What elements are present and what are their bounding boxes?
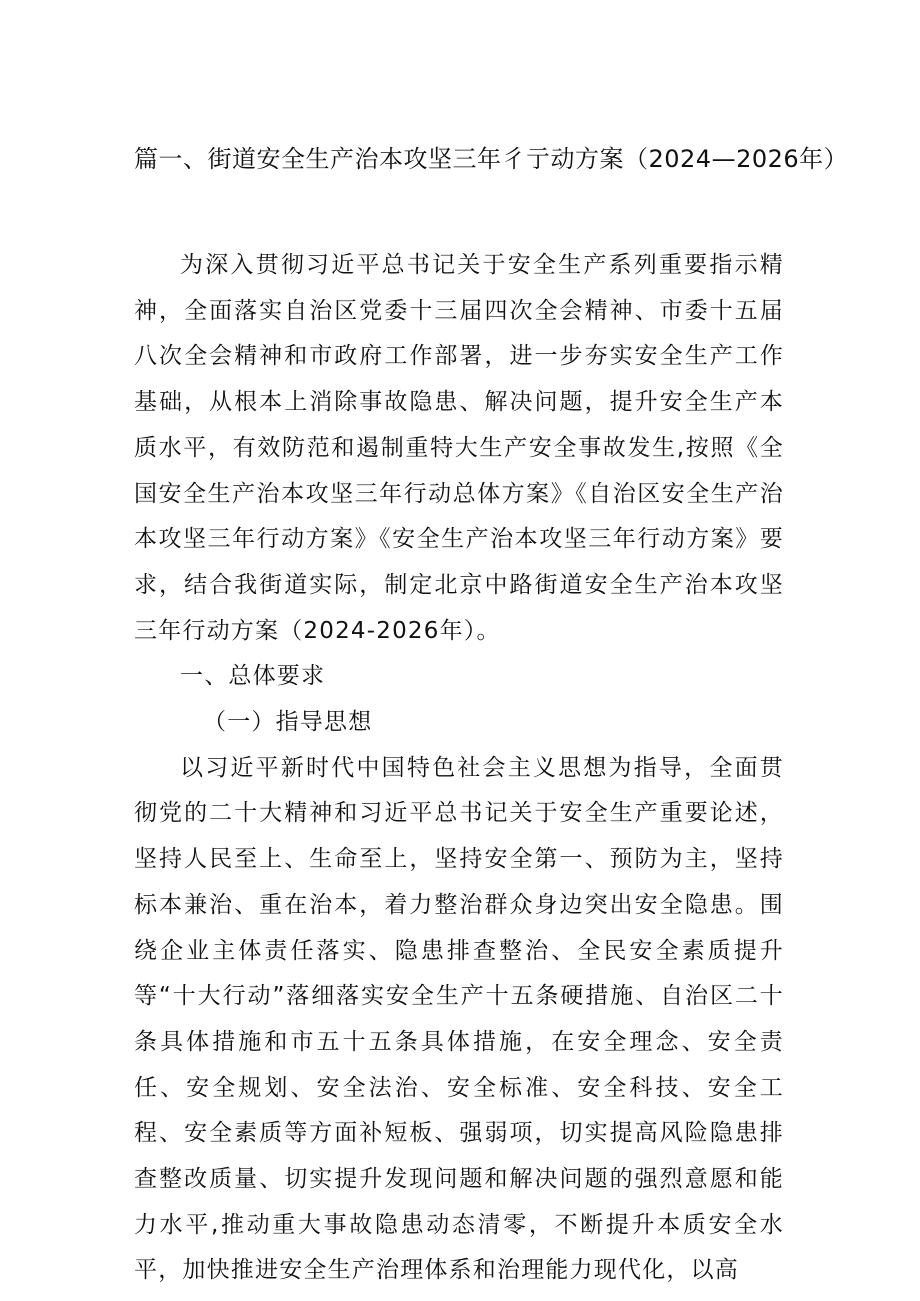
- section-heading-general-requirements: 一、总体要求: [180, 663, 326, 690]
- subsection-heading-guiding-ideology: （一）指导思想: [203, 709, 373, 736]
- guiding-ideology-paragraph: 以习近平新时代中国特色社会主义思想为指导，全面贯彻党的二十大精神和习近平总书记关于安全生产重要论述，坚持人民至上、生命至上，坚持安全第一、预防为主，坚持标本兼治、重在治本，着力整治群众身边突出安全隐患。围绕企业主体责任落实、隐患排查整治、全民安全素质提升等“十大行动”落细落实安全生产十五条硬措施、自治区二十条具体措施和市五十五条具体措施，在安全理念、安全责任、安全规划、安全法治、安全标准、安全科技、安全工程、安全素质等方面补短板、强弱项，切实提高风险隐患排查整改质量、切实提升发现问题和解决问题的强烈意愿和能力水平,推动重大事故隐患动态清零，不断提升本质安全水平，加快推进安全生产治理体系和治理能力现代化，以高: [134, 754, 784, 1284]
- document-body: [134, 243, 784, 1294]
- document-title: 篇一、街道安全生产治本攻坚三年彳亍动方案（2024—2026年）: [134, 145, 849, 173]
- intro-paragraph: 为深入贯彻习近平总书记关于安全生产系列重要指示精神，全面落实自治区党委十三届四次全会精神、市委十五届八次全会精神和市政府工作部署，进一步夯实安全生产工作基础，从根本上消除事故隐患、解决问题，提升安全生产本质水平，有效防范和遏制重特大生产安全事故发生,按照《全国安全生产治本攻坚三年行动总体方案》《自治区安全生产治本攻坚三年行动方案》《安全生产治本攻坚三年行动方案》要求，结合我街道实际，制定北京中路街道安全生产治本攻坚三年行动方案（2024-2026年）。: [134, 252, 784, 644]
